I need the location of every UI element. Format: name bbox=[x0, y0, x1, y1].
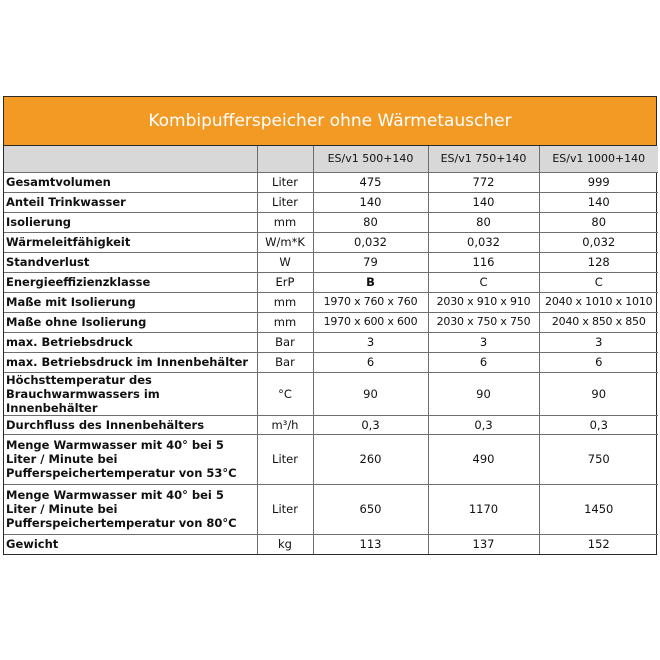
table-row bbox=[4, 434, 658, 484]
row-unit: kg bbox=[257, 534, 313, 554]
row-label: Isolierung bbox=[4, 212, 257, 232]
row-label: Energieeffizienzklasse bbox=[4, 272, 257, 292]
row-value: 0,3 bbox=[428, 415, 539, 434]
row-unit: Liter bbox=[257, 192, 313, 212]
table-title: Kombipufferspeicher ohne Wärmetauscher bbox=[4, 97, 656, 146]
row-value: 3 bbox=[313, 332, 428, 352]
row-label: Menge Warmwasser mit 40° bei 5 Liter / Minute bei Pufferspeichertemperatur von 80°C bbox=[4, 484, 257, 534]
row-value: 80 bbox=[539, 212, 658, 232]
table-row bbox=[4, 252, 658, 272]
row-label: Menge Warmwasser mit 40° bei 5 Liter / Minute bei Pufferspeichertemperatur von 53°C bbox=[4, 434, 257, 484]
header-model-2: ES/v1 750+140 bbox=[428, 146, 539, 172]
row-value: 152 bbox=[539, 534, 658, 554]
row-value: 113 bbox=[313, 534, 428, 554]
row-value: 490 bbox=[428, 434, 539, 484]
row-value: 140 bbox=[539, 192, 658, 212]
row-value: 1170 bbox=[428, 484, 539, 534]
header-model-3: ES/v1 1000+140 bbox=[539, 146, 658, 172]
row-label: Durchfluss des Innenbehälters bbox=[4, 415, 257, 434]
row-unit: mm bbox=[257, 292, 313, 312]
row-label: Höchsttemperatur des Brauchwarmwassers im Innenbehälter bbox=[4, 372, 257, 415]
row-unit: ErP bbox=[257, 272, 313, 292]
row-unit: °C bbox=[257, 372, 313, 415]
row-value: 6 bbox=[313, 352, 428, 372]
table-row bbox=[4, 232, 658, 252]
row-value: 1450 bbox=[539, 484, 658, 534]
row-unit: W bbox=[257, 252, 313, 272]
row-unit: Liter bbox=[257, 484, 313, 534]
row-value: 79 bbox=[313, 252, 428, 272]
row-value: 2030 x 750 x 750 bbox=[428, 312, 539, 332]
table-row bbox=[4, 372, 658, 415]
row-value: C bbox=[428, 272, 539, 292]
row-value: 116 bbox=[428, 252, 539, 272]
row-value: 80 bbox=[313, 212, 428, 232]
row-value: 772 bbox=[428, 172, 539, 192]
table-row bbox=[4, 272, 658, 292]
row-value: 90 bbox=[313, 372, 428, 415]
table-row bbox=[4, 172, 658, 192]
row-value: 90 bbox=[428, 372, 539, 415]
row-value: 137 bbox=[428, 534, 539, 554]
row-value: 3 bbox=[428, 332, 539, 352]
table-row bbox=[4, 534, 658, 554]
table-row bbox=[4, 352, 658, 372]
row-value: 1970 x 760 x 760 bbox=[313, 292, 428, 312]
header-row bbox=[4, 146, 658, 172]
row-label: Gewicht bbox=[4, 534, 257, 554]
row-value: 128 bbox=[539, 252, 658, 272]
row-unit: Liter bbox=[257, 434, 313, 484]
table-row bbox=[4, 192, 658, 212]
row-unit: mm bbox=[257, 312, 313, 332]
row-value: C bbox=[539, 272, 658, 292]
row-value: 140 bbox=[428, 192, 539, 212]
row-label: Gesamtvolumen bbox=[4, 172, 257, 192]
row-unit: Bar bbox=[257, 332, 313, 352]
row-unit: Liter bbox=[257, 172, 313, 192]
row-value: 1970 x 600 x 600 bbox=[313, 312, 428, 332]
row-label: Standverlust bbox=[4, 252, 257, 272]
spec-table bbox=[4, 146, 658, 554]
row-value: 999 bbox=[539, 172, 658, 192]
table-row bbox=[4, 212, 658, 232]
table-row bbox=[4, 292, 658, 312]
header-label-cell bbox=[4, 146, 257, 172]
row-value: 2040 x 850 x 850 bbox=[539, 312, 658, 332]
row-value: 750 bbox=[539, 434, 658, 484]
row-value: 6 bbox=[428, 352, 539, 372]
row-value: 0,3 bbox=[313, 415, 428, 434]
row-unit: mm bbox=[257, 212, 313, 232]
row-unit: m³/h bbox=[257, 415, 313, 434]
row-label: Maße mit Isolierung bbox=[4, 292, 257, 312]
row-value: 475 bbox=[313, 172, 428, 192]
spec-table-frame bbox=[3, 96, 657, 555]
row-value: 2030 x 910 x 910 bbox=[428, 292, 539, 312]
row-value: 90 bbox=[539, 372, 658, 415]
header-model-1: ES/v1 500+140 bbox=[313, 146, 428, 172]
row-label: Maße ohne Isolierung bbox=[4, 312, 257, 332]
row-value: 3 bbox=[539, 332, 658, 352]
row-value: 650 bbox=[313, 484, 428, 534]
row-value: 2040 x 1010 x 1010 bbox=[539, 292, 658, 312]
row-label: max. Betriebsdruck im Innenbehälter bbox=[4, 352, 257, 372]
row-label: Wärmeleitfähigkeit bbox=[4, 232, 257, 252]
table-row bbox=[4, 332, 658, 352]
row-value: B bbox=[313, 272, 428, 292]
row-value: 80 bbox=[428, 212, 539, 232]
row-unit: Bar bbox=[257, 352, 313, 372]
table-row bbox=[4, 312, 658, 332]
table-row bbox=[4, 484, 658, 534]
row-value: 260 bbox=[313, 434, 428, 484]
row-label: Anteil Trinkwasser bbox=[4, 192, 257, 212]
row-value: 0,3 bbox=[539, 415, 658, 434]
table-row bbox=[4, 415, 658, 434]
row-value: 0,032 bbox=[428, 232, 539, 252]
row-value: 0,032 bbox=[539, 232, 658, 252]
row-value: 0,032 bbox=[313, 232, 428, 252]
header-unit-cell bbox=[257, 146, 313, 172]
row-value: 140 bbox=[313, 192, 428, 212]
row-unit: W/m*K bbox=[257, 232, 313, 252]
row-label: max. Betriebsdruck bbox=[4, 332, 257, 352]
row-value: 6 bbox=[539, 352, 658, 372]
